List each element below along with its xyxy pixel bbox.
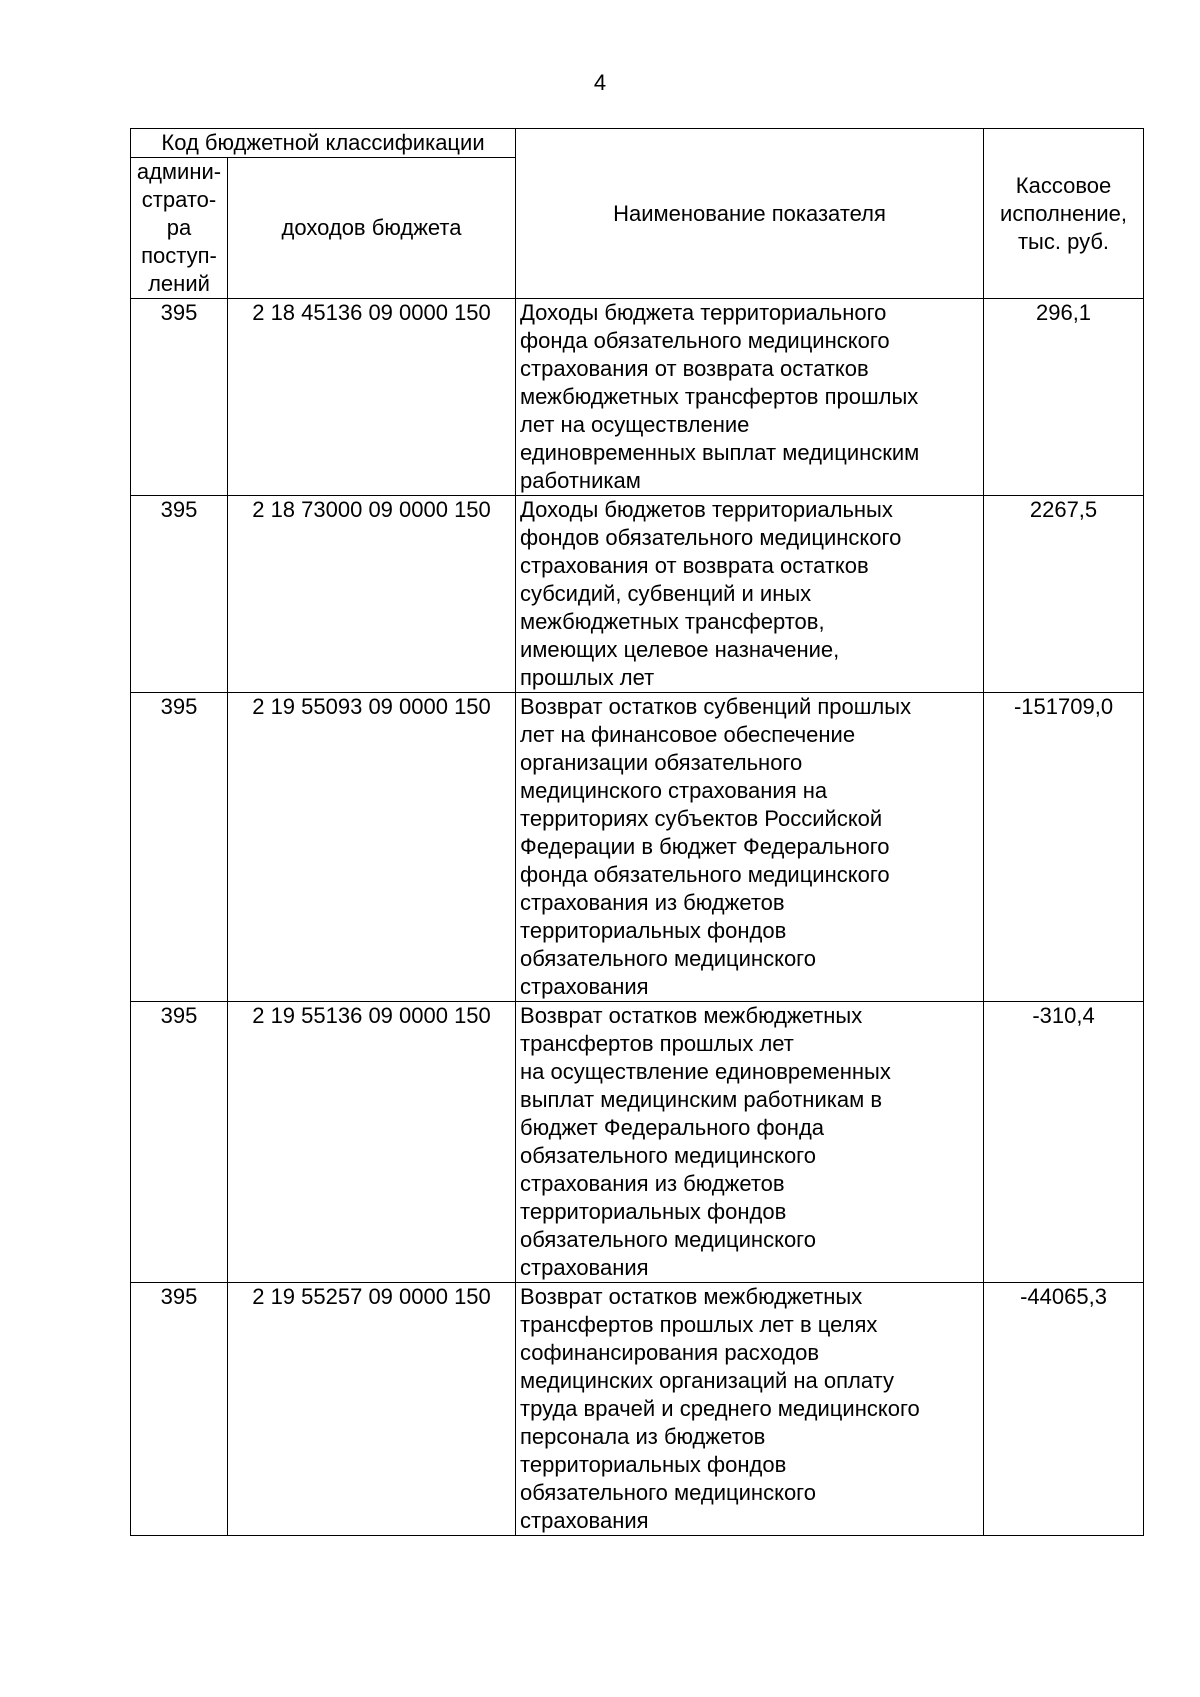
cash-execution-header-line: тыс. руб. [1017,228,1110,254]
revenue-code-cell: 2 19 55257 09 0000 150 [228,1283,516,1536]
amount-cell: -44065,3 [984,1283,1144,1536]
indicator-name-cell: Возврат остатков субвенций прошлых лет на финансовое обеспечение организации обязательного медицинского страхования на территориях субъектов Российской Федерации в бюджет Федерального фонда обязательного медицинского страхования из бюджетов территориальных фондов обязательного медицинского страхования [516,693,984,1002]
administrator-header-line: страто- [141,187,217,212]
table-row [131,496,1144,693]
indicator-name-cell: Возврат остатков межбюджетных трансфертов прошлых лет на осуществление единовременных выплат медицинским работникам в бюджет Федерального фонда обязательного медицинского страхования из бюджетов территориальных фондов обязательного медицинского страхования [516,1002,984,1283]
administrator-header [131,158,228,299]
page-number: 4 [593,70,607,95]
cash-execution-header [984,129,1144,299]
table-row [131,299,1144,496]
revenue-code-cell: 2 19 55093 09 0000 150 [228,693,516,1002]
amount-cell: -310,4 [984,1002,1144,1283]
administrator-code-cell: 395 [131,299,228,496]
administrator-code-cell: 395 [131,496,228,693]
administrator-header-line: лений [148,271,210,296]
revenue-code-cell: 2 18 45136 09 0000 150 [228,299,516,496]
administrator-code-cell: 395 [131,1002,228,1283]
table-row [131,693,1144,1002]
indicator-name-cell: Доходы бюджетов территориальных фондов обязательного медицинского страхования от возврата остатков субсидий, субвенций и иных межбюджетных трансфертов, имеющих целевое назначение, прошлых лет [516,496,984,693]
budget-revenue-code-header: доходов бюджета [228,158,516,299]
revenue-code-cell: 2 18 73000 09 0000 150 [228,496,516,693]
administrator-code-cell: 395 [131,693,228,1002]
indicator-name-header: Наименование показателя [516,129,984,299]
administrator-header-line: поступ- [141,243,217,268]
indicator-name-cell: Возврат остатков межбюджетных трансфертов прошлых лет в целях софинансирования расходов медицинских организаций на оплату труда врачей и среднего медицинского персонала из бюджетов территориальных фондов обязательного медицинского страхования [516,1283,984,1536]
budget-classification-header: Код бюджетной классификации [131,129,516,158]
table-row [131,1002,1144,1283]
table-row [131,1283,1144,1536]
amount-cell: -151709,0 [984,693,1144,1002]
indicator-name-cell: Доходы бюджета территориального фонда обязательного медицинского страхования от возврата остатков межбюджетных трансфертов прошлых лет на осуществление единовременных выплат медицинским работникам [516,299,984,496]
administrator-header-line: ра [166,215,192,240]
header-row-group [131,129,1144,158]
amount-cell: 296,1 [984,299,1144,496]
revenue-code-cell: 2 19 55136 09 0000 150 [228,1002,516,1283]
cash-execution-header-line: исполнение, [1000,200,1127,226]
amount-cell: 2267,5 [984,496,1144,693]
cash-execution-header-line: Кассовое [1015,172,1112,198]
administrator-code-cell: 395 [131,1283,228,1536]
administrator-header-line: админи- [136,159,222,184]
budget-table [130,128,1144,1536]
